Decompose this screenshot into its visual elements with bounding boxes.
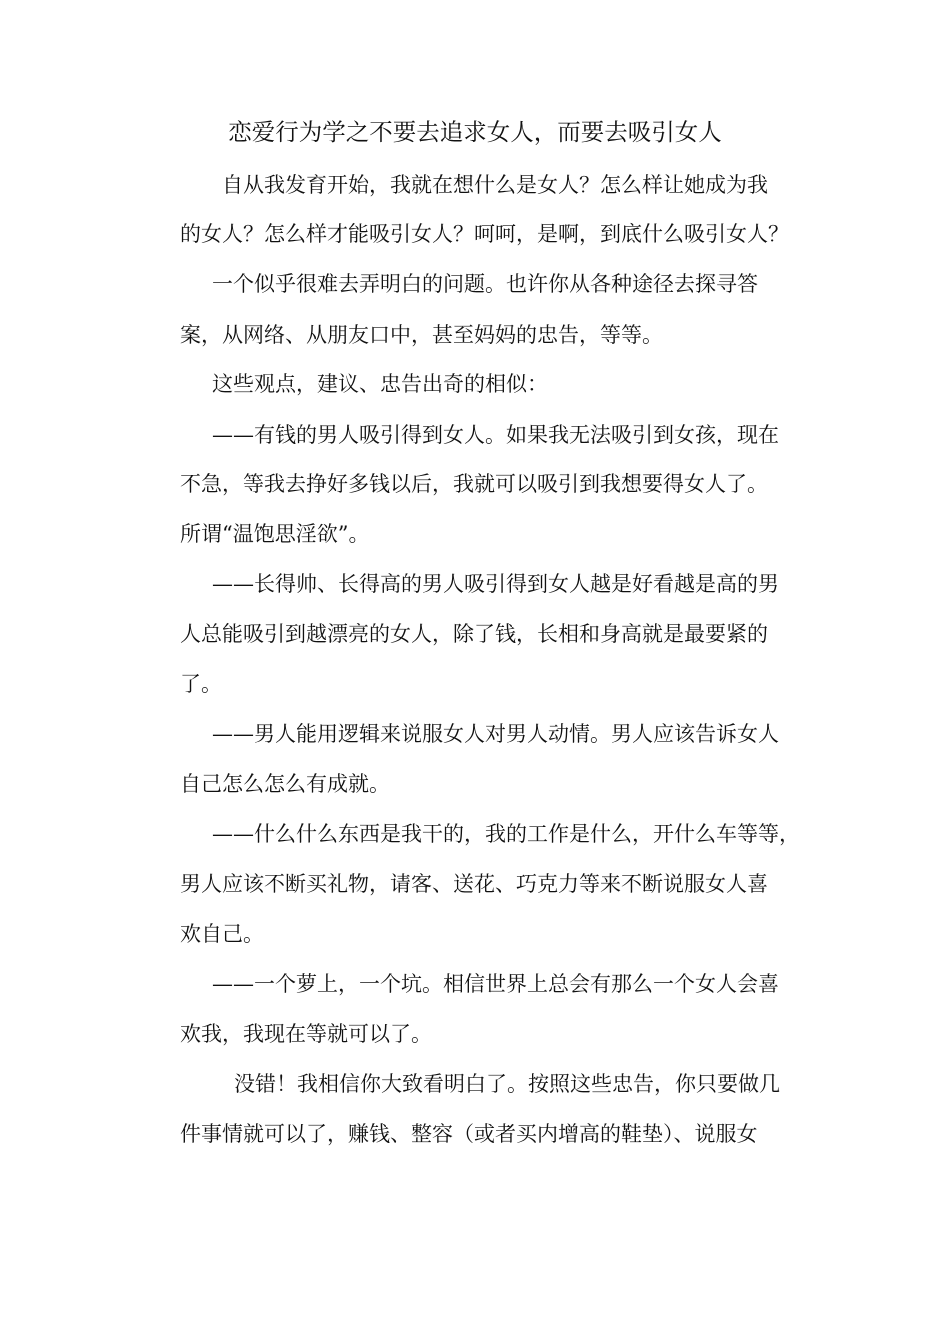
- text-line: 不急，等我去挣好多钱以后，我就可以吸引到我想要得女人了。: [180, 472, 768, 496]
- text-line: 男人应该不断买礼物，请客、送花、巧克力等来不断说服女人喜: [180, 872, 768, 896]
- text-line: 件事情就可以了，赚钱、整容（或者买内增高的鞋垫）、说服女: [180, 1122, 758, 1146]
- text-line: 一个似乎很难去弄明白的问题。也许你从各种途径去探寻答: [212, 272, 758, 296]
- text-line: 的女人？怎么样才能吸引女人？呵呵，是啊，到底什么吸引女人？: [180, 222, 789, 246]
- text-line: ——男人能用逻辑来说服女人对男人动情。男人应该告诉女人: [212, 722, 779, 746]
- document-title: 恋爱行为学之不要去追求女人，而要去吸引女人: [228, 118, 722, 146]
- text-line: 这些观点，建议、忠告出奇的相似：: [212, 372, 548, 396]
- text-line: ——长得帅、长得高的男人吸引得到女人越是好看越是高的男: [212, 572, 779, 596]
- text-line: ——什么什么东西是我干的，我的工作是什么，开什么车等等，: [212, 822, 800, 846]
- text-line: 了。: [180, 672, 222, 696]
- text-line: ——有钱的男人吸引得到女人。如果我无法吸引到女孩，现在: [212, 423, 779, 447]
- text-line: 人总能吸引到越漂亮的女人，除了钱，长相和身高就是最要紧的: [180, 622, 768, 646]
- text-line: 所谓“温饱思淫欲”。: [180, 522, 370, 546]
- text-line: 案，从网络、从朋友口中，甚至妈妈的忠告，等等。: [180, 323, 663, 347]
- text-line: 自从我发育开始，我就在想什么是女人？怎么样让她成为我: [222, 173, 768, 197]
- text-line: 欢我，我现在等就可以了。: [180, 1022, 432, 1046]
- text-line: 欢自己。: [180, 922, 264, 946]
- text-line: 自己怎么怎么有成就。: [180, 772, 390, 796]
- text-line: 没错！我相信你大致看明白了。按照这些忠告，你只要做几: [234, 1072, 780, 1096]
- text-line: ——一个萝上，一个坑。相信世界上总会有那么一个女人会喜: [212, 972, 779, 996]
